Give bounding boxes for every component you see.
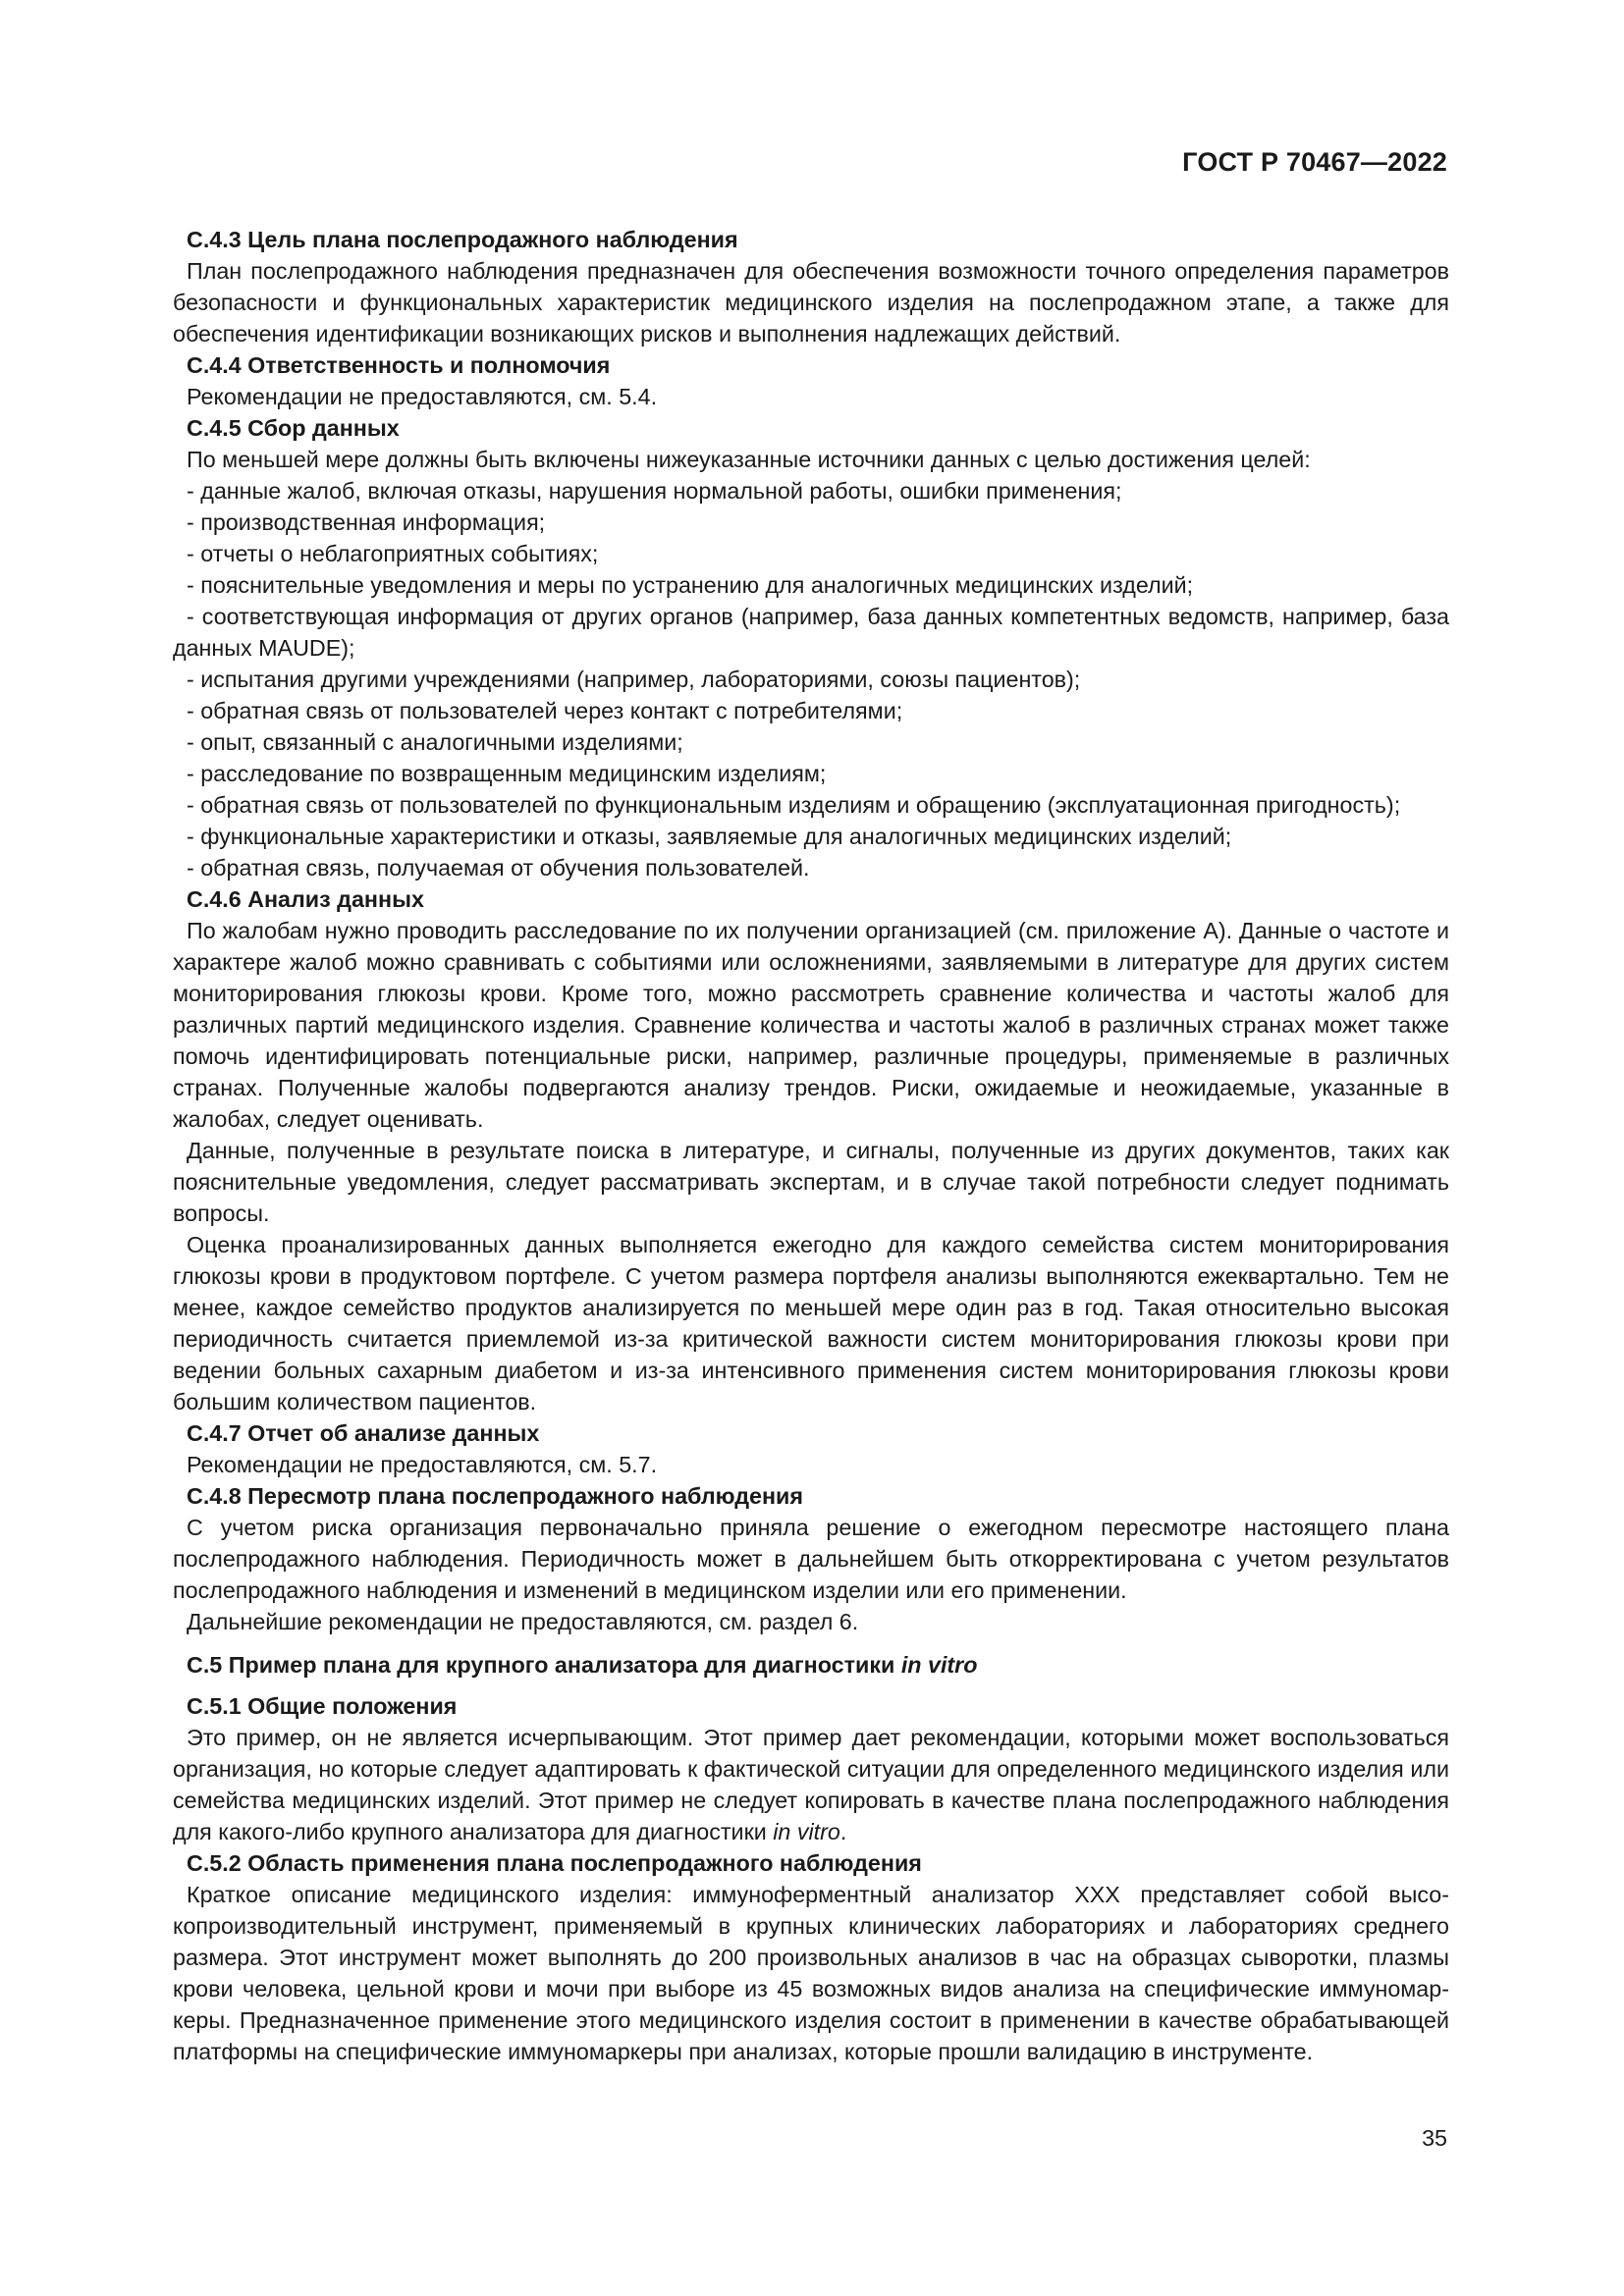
list-item: - производственная информация; bbox=[187, 509, 546, 535]
list-item: - отчеты о неблагоприятных событиях; bbox=[187, 541, 599, 566]
section-heading-c48: С.4.8 Пересмотр плана послепродажного наблюдения bbox=[187, 1483, 803, 1509]
paragraph: Рекомендации не предоставляются, см. 5.4. bbox=[187, 384, 658, 409]
section-heading-c43: С.4.3 Цель плана послепродажного наблюдения bbox=[187, 227, 738, 252]
section-heading-c44: С.4.4 Ответственность и полномочия bbox=[187, 352, 611, 378]
document-header: ГОСТ Р 70467—2022 bbox=[1182, 147, 1447, 177]
list-item: - соответствующая информация от других органов (например, база данных компетентных ведомств, например, база данных MAUDE); bbox=[173, 604, 1449, 661]
list-item: - данные жалоб, включая отказы, нарушения нормальной работы, ошибки применения; bbox=[187, 478, 1122, 504]
section-heading-c52: С.5.2 Область применения плана послепродажного наблюдения bbox=[187, 1850, 922, 1876]
paragraph: По меньшей мере должны быть включены нижеуказанные источники данных с целью достижения целей: bbox=[187, 447, 1311, 472]
paragraph bbox=[173, 1722, 1449, 1847]
paragraph-italic-text: in vitro bbox=[773, 1819, 840, 1844]
list-item: - пояснительные уведомления и меры по устранению для аналогичных медицинских изделий; bbox=[187, 572, 1194, 598]
paragraph-text: Это пример, он не является исчерпывающим. Этот пример дает рекомендации, которыми может воспользоваться организация, но которые следует адаптировать к фактической ситуации для определенного медицинского изделия или семейства медицинских изделий. Этот пример не следует копировать в качестве плана послепродажного наблюдения для какого-либо крупного анализатора для диагностики bbox=[173, 1725, 1449, 1844]
list-item: - функциональные характеристики и отказы, заявляемые для аналогичных медицинских изделий; bbox=[187, 824, 1232, 849]
paragraph: Оценка проанализированных данных выполняется ежегодно для каждого семейства систем мониторирования глюкозы крови в продуктовом портфеле. С учетом размера портфеля анализы выполняются ежеквартально. Тем не менее, каждое семейство продуктов анализируется по меньшей мере один раз в год. Такая относительно высокая периодичность считается приемлемой из-за критической важности систем мониторирования глюкозы крови при ведении больных сахарным диабетом и из-за интенсивного применения систем мониторирования глюкозы крови большим количеством пациентов. bbox=[173, 1232, 1449, 1415]
page-number: 35 bbox=[1422, 2125, 1447, 2151]
paragraph: Дальнейшие рекомендации не предоставляются, см. раздел 6. bbox=[187, 1609, 859, 1634]
list-item: - расследование по возвращенным медицинским изделиям; bbox=[187, 761, 827, 786]
paragraph: Краткое описание медицинского изделия: иммуноферментный анализатор XXX представляет собой высокопроизводительный инструмент, применяемый в крупных клинических лабораториях и лабораториях среднего размера. Этот инструмент может выполнять до 200 произвольных анализов в час на образцах сыворотки, плазмы крови человека, цельной крови и мочи при выборе из 45 возможных видов анализа на специфические иммуномаркеры. Предназначенное применение этого медицинского изделия состоит в применении в качестве обрабатывающей платформы на специфические иммуномаркеры при анализах, которые прошли валидацию в инструменте. bbox=[173, 1882, 1449, 2064]
section-heading-c47: С.4.7 Отчет об анализе данных bbox=[187, 1420, 540, 1446]
section-heading-c51: С.5.1 Общие положения bbox=[187, 1693, 458, 1719]
paragraph: Рекомендации не предоставляются, см. 5.7. bbox=[187, 1452, 658, 1477]
list-item: - обратная связь от пользователей по функциональным изделиям и обращению (эксплуатационная пригодность); bbox=[187, 792, 1401, 818]
list-item: - испытания другими учреждениями (например, лабораториями, союзы пациентов); bbox=[187, 667, 1081, 692]
list-item: - обратная связь от пользователей через контакт с потребителями; bbox=[187, 698, 903, 723]
paragraph: План послепродажного наблюдения предназначен для обеспечения возможности точного определения параметров безопасности и функциональных характеристик медицинского изделия на послепродажном этапе, а также для обеспечения идентификации возникающих рисков и выполнения надлежащих действий. bbox=[173, 258, 1449, 347]
paragraph-end: . bbox=[839, 1819, 847, 1844]
section-heading-c5 bbox=[173, 1649, 1449, 1681]
paragraph: Данные, полученные в результате поиска в литературе, и сигналы, полученные из других документов, таких как пояснительные уведомления, следует рассматривать экспертам, и в случае такой потребности следует поднимать вопросы. bbox=[173, 1138, 1449, 1226]
heading-italic-text: in vitro bbox=[900, 1652, 978, 1678]
section-heading-c45: С.4.5 Сбор данных bbox=[187, 415, 400, 441]
list-item: - опыт, связанный с аналогичными изделиями; bbox=[187, 729, 683, 755]
list-item: - обратная связь, получаемая от обучения пользователей. bbox=[187, 855, 810, 881]
paragraph: С учетом риска организация первоначально приняла решение о ежегодном пересмотре настоящего плана послепродажного наблюдения. Периодичность может в дальнейшем быть откорректирована с учетом результатов послепродажного наблюдения и изменений в медицинском изделии или его применении. bbox=[173, 1515, 1449, 1603]
paragraph: По жалобам нужно проводить расследование по их получении организацией (см. приложение А). Данные о частоте и характере жалоб можно сравнивать с событиями или осложнениями, заявляемыми в литературе для других систем мониторирования глюкозы крови. Кроме того, можно рассмотреть сравнение количества и частоты жалоб для различных партий медицинского изделия. Сравнение количества и частоты жалоб в различных странах может также помочь идентифицировать потенциальные риски, например, различные процедуры, применяемые в различных странах. Полученные жалобы подвергаются анализу трендов. Риски, ожидаемые и неожидаемые, указанные в жалобах, следует оценивать. bbox=[173, 918, 1449, 1132]
section-heading-c46: С.4.6 Анализ данных bbox=[187, 886, 424, 912]
document-body bbox=[173, 224, 1449, 2067]
heading-text: С.5 Пример плана для крупного анализатора для диагностики bbox=[187, 1652, 901, 1678]
